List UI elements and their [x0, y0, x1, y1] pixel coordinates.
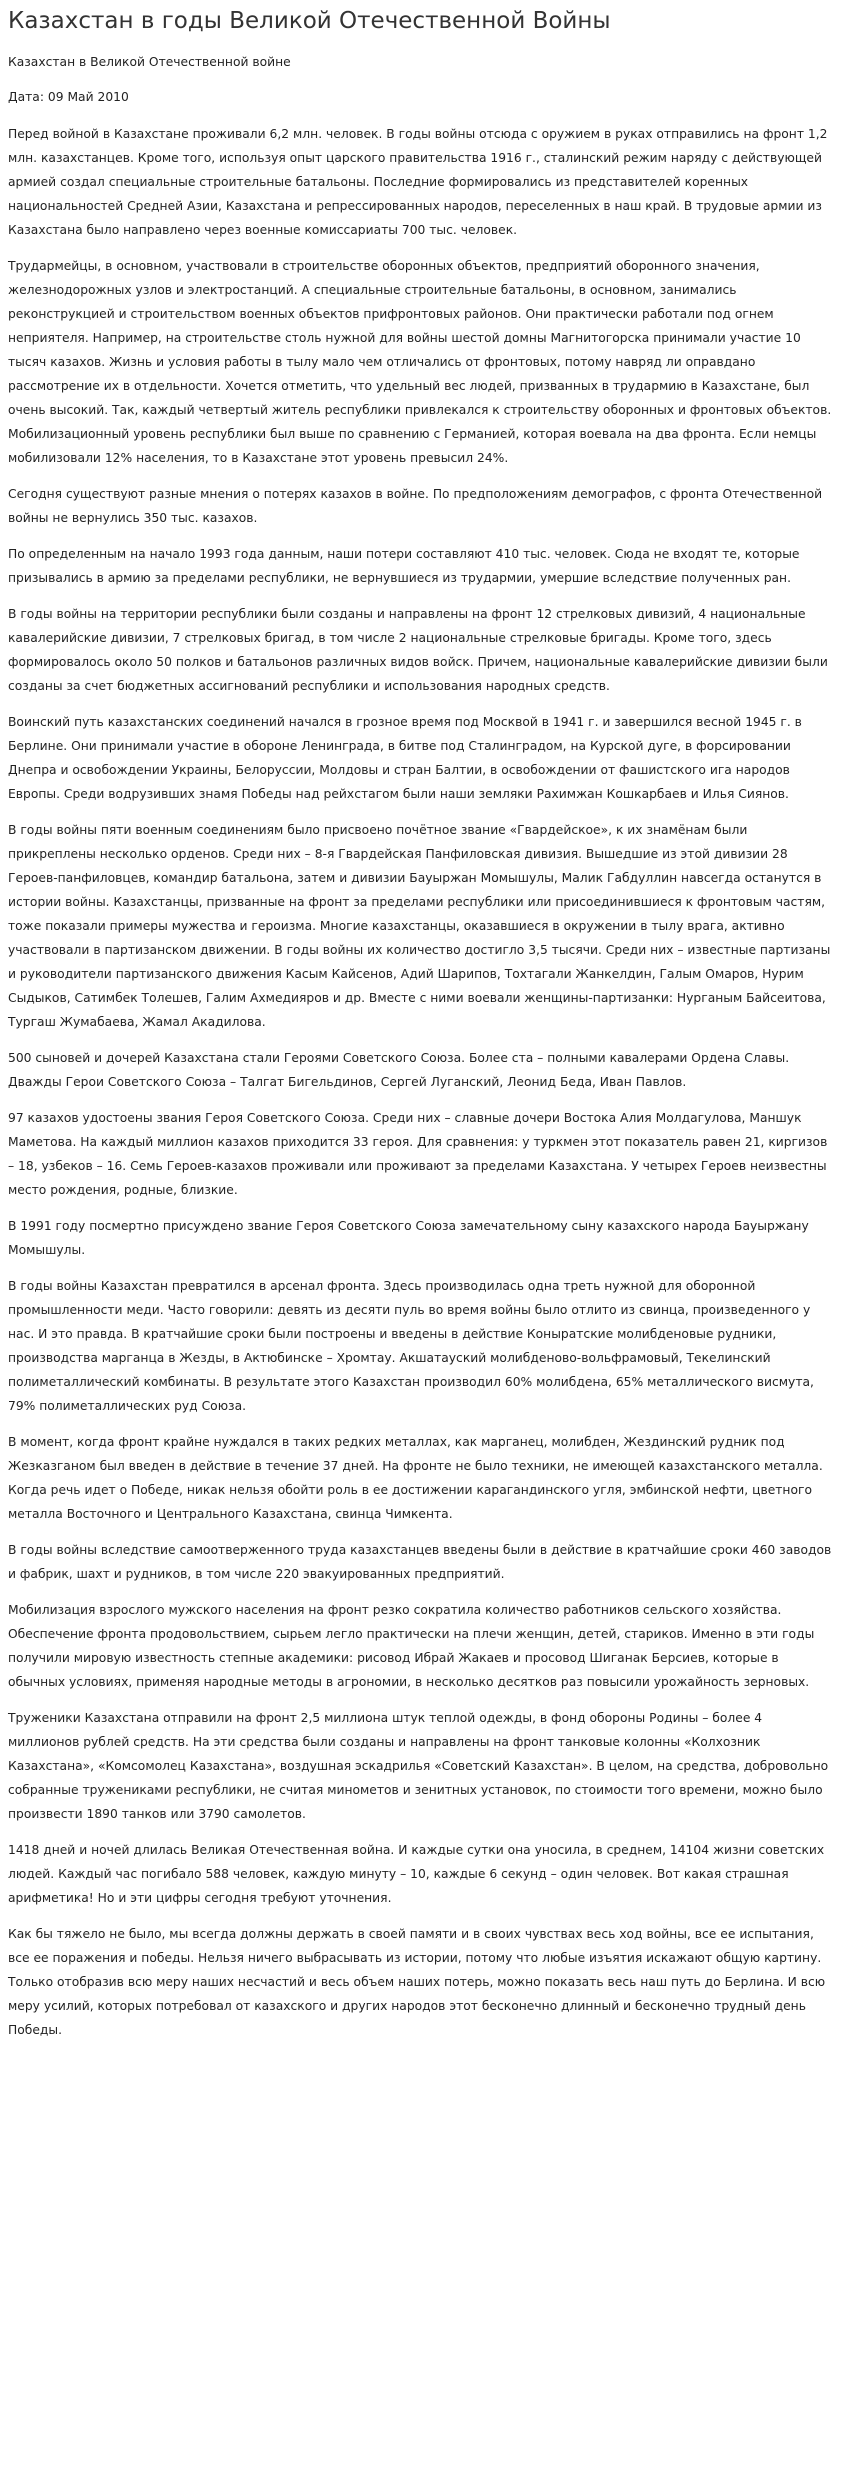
- paragraph: Труженики Казахстана отправили на фронт 2,5 миллиона штук теплой одежды, в фонд обороны Родины – более 4 миллионов рублей средств. На эти средства были созданы и направлены на фронт танковые колонны «Колхозник Казахстана», «Комсомолец Казахстана», воздушная эскадрилья «Советский Казахстан». В целом, на средства, добровольно собранные тружениками республики, не считая минометов и зенитных установок, по стоимости того времени, можно было произвести 1890 танков или 3790 самолетов.: [8, 1711, 829, 1821]
- paragraph: Трудармейцы, в основном, участвовали в строительстве оборонных объектов, предприятий оборонного значения, железнодорожных узлов и электростанций. А специальные строительные батальоны, в основном, занимались реконструкцией и строительством военных объектов прифронтовых районов. Они практически работали под огнем неприятеля. Например, на строительстве столь нужной для войны шестой домны Магнитогорска принимали участие 10 тысяч казахов. Жизнь и условия работы в тылу мало чем отличались от фронтовых, потому навряд ли оправдано рассмотрение их в отдельности. Хочется отметить, что удельный вес людей, призванных в трудармию в Казахстане, был очень высокий. Так, каждый четвертый житель республики привлекался к строительству оборонных и фронтовых объектов. Мобилизационный уровень республики был выше по сравнению с Германией, которая воевала на два фронта. Если немцы мобилизовали 12% населения, то в Казахстане этот уровень превысил 24%.: [8, 259, 832, 465]
- paragraph: По определенным на начало 1993 года данным, наши потери составляют 410 тыс. человек. Сюда не входят те, которые призывались в армию за пределами республики, не вернувшиеся из трудармии, умершие вследствие полученных ран.: [8, 547, 800, 585]
- paragraph: В годы войны вследствие самоотверженного труда казахстанцев введены были в действие в кратчайшие сроки 460 заводов и фабрик, шахт и рудников, в том числе 220 эвакуированных предприятий.: [8, 1543, 832, 1581]
- paragraph: Как бы тяжело не было, мы всегда должны держать в своей памяти и в своих чувствах весь ход войны, все ее испытания, все ее поражения и победы. Нельзя ничего выбрасывать из истории, потому что любые изъятия искажают общую картину. Только отобразив всю меру наших несчастий и весь объем наших потерь, можно показать весь наш путь до Берлина. И всю меру усилий, которых потребовал от казахского и других народов этот бесконечно длинный и бесконечно трудный день Победы.: [8, 1927, 826, 2037]
- paragraph: В годы войны на территории республики были созданы и направлены на фронт 12 стрелковых дивизий, 4 национальные кавалерийские дивизии, 7 стрелковых бригад, в том числе 2 национальные стрелковые бригады. Кроме того, здесь формировалось около 50 полков и батальонов различных видов войск. Причем, национальные кавалерийские дивизии были созданы за счет бюджетных ассигнований республики и использования народных средств.: [8, 607, 828, 693]
- page-title: Казахстан в годы Великой Отечественной Войны: [8, 8, 611, 34]
- article-date: Дата: 09 Май 2010: [8, 90, 129, 104]
- article-body: [8, 122, 837, 2042]
- paragraph: 500 сыновей и дочерей Казахстана стали Героями Советского Союза. Более ста – полными кавалерами Ордена Славы. Дважды Герои Советского Союза – Талгат Бигельдинов, Сергей Луганский, Леонид Беда, Иван Павлов.: [8, 1051, 790, 1089]
- article-subtitle: Казахстан в Великой Отечественной войне: [8, 55, 291, 69]
- paragraph: В годы войны пяти военным соединениям было присвоено почётное звание «Гвардейское», к их знамёнам были прикреплены несколько орденов. Среди них – 8-я Гвардейская Панфиловская дивизия. Вышедшие из этой дивизии 28 Героев-панфиловцев, командир батальона, затем и дивизии Бауыржан Момышулы, Малик Габдуллин навсегда останутся в истории войны. Казахстанцы, призванные на фронт за пределами республики или присоединившиеся к фронтовым частям, тоже показали примеры мужества и героизма. Многие казахстанцы, оказавшиеся в окружении в тылу врага, активно участвовали в партизанском движении. В годы войны их количество достигло 3,5 тысячи. Среди них – известные партизаны и руководители партизанского движения Касым Кайсенов, Адий Шарипов, Тохтагали Жанкелдин, Галым Омаров, Нурим Сыдыков, Сатимбек Толешев, Галим Ахмедияров и др. Вместе с ними воевали женщины-партизанки: Нурганым Байсеитова, Тургаш Жумабаева, Жамал Акадилова.: [8, 823, 831, 1029]
- paragraph: 1418 дней и ночей длилась Великая Отечественная война. И каждые сутки она уносила, в среднем, 14104 жизни советских людей. Каждый час погибало 588 человек, каждую минуту – 10, каждые 6 секунд – один человек. Вот какая страшная арифметика! Но и эти цифры сегодня требуют уточнения.: [8, 1843, 825, 1905]
- paragraph: В 1991 году посмертно присуждено звание Героя Советского Союза замечательному сыну казахского народа Бауыржану Момышулы.: [8, 1219, 809, 1257]
- paragraph: 97 казахов удостоены звания Героя Советского Союза. Среди них – славные дочери Востока Алия Молдагулова, Маншук Маметова. На каждый миллион казахов приходится 33 героя. Для сравнения: у туркмен этот показатель равен 21, киргизов – 18, узбеков – 16. Семь Героев-казахов проживали или проживают за пределами Казахстана. У четырех Героев неизвестны место рождения, родные, близкие.: [8, 1111, 828, 1197]
- paragraph: Воинский путь казахстанских соединений начался в грозное время под Москвой в 1941 г. и завершился весной 1945 г. в Берлине. Они принимали участие в обороне Ленинграда, в битве под Сталинградом, на Курской дуге, в форсировании Днепра и освобождении Украины, Белоруссии, Молдовы и стран Балтии, в освобождении от фашистского ига народов Европы. Среди водрузивших знамя Победы над рейхстагом были наши земляки Рахимжан Кошкарбаев и Илья Сиянов.: [8, 715, 802, 801]
- paragraph: Мобилизация взрослого мужского населения на фронт резко сократила количество работников сельского хозяйства. Обеспечение фронта продовольствием, сырьем легло практически на плечи женщин, детей, стариков. Именно в эти годы получили мировую известность степные академики: рисовод Ибрай Жакаев и просовод Шиганак Берсиев, которые в обычных условиях, применяя народные методы в агрономии, в несколько десятков раз повысили урожайность зерновых.: [8, 1603, 815, 1689]
- paragraph: В годы войны Казахстан превратился в арсенал фронта. Здесь производилась одна треть нужной для оборонной промышленности меди. Часто говорили: девять из десяти пуль во время войны было отлито из свинца, произведенного у нас. И это правда. В кратчайшие сроки были построены и введены в действие Коныратские молибденовые рудники, производства марганца в Жезды, в Актюбинске – Хромтау. Акшатауский молибденово-вольфрамовый, Текелинский полиметаллический комбинаты. В результате этого Казахстан производил 60% молибдена, 65% металлического висмута, 79% полиметаллических руд Союза.: [8, 1279, 814, 1413]
- paragraph: В момент, когда фронт крайне нуждался в таких редких металлах, как марганец, молибден, Жездинский рудник под Жезказганом был введен в действие в течение 37 дней. На фронте не было техники, не имеющей казахстанского металла. Когда речь идет о Победе, никак нельзя обойти роль в ее достижении карагандинского угля, эмбинской нефти, цветного металла Восточного и Центрального Казахстана, свинца Чимкента.: [8, 1435, 823, 1521]
- paragraph: Сегодня существуют разные мнения о потерях казахов в войне. По предположениям демографов, с фронта Отечественной войны не вернулись 350 тыс. казахов.: [8, 487, 823, 525]
- paragraph: Перед войной в Казахстане проживали 6,2 млн. человек. В годы войны отсюда с оружием в руках отправились на фронт 1,2 млн. казахстанцев. Кроме того, используя опыт царского правительства 1916 г., сталинский режим наряду с действующей армией создал специальные строительные батальоны. Последние формировались из представителей коренных национальностей Средней Азии, Казахстана и репрессированных народов, переселенных в наш край. В трудовые армии из Казахстана было направлено через военные комиссариаты 700 тыс. человек.: [8, 127, 828, 237]
